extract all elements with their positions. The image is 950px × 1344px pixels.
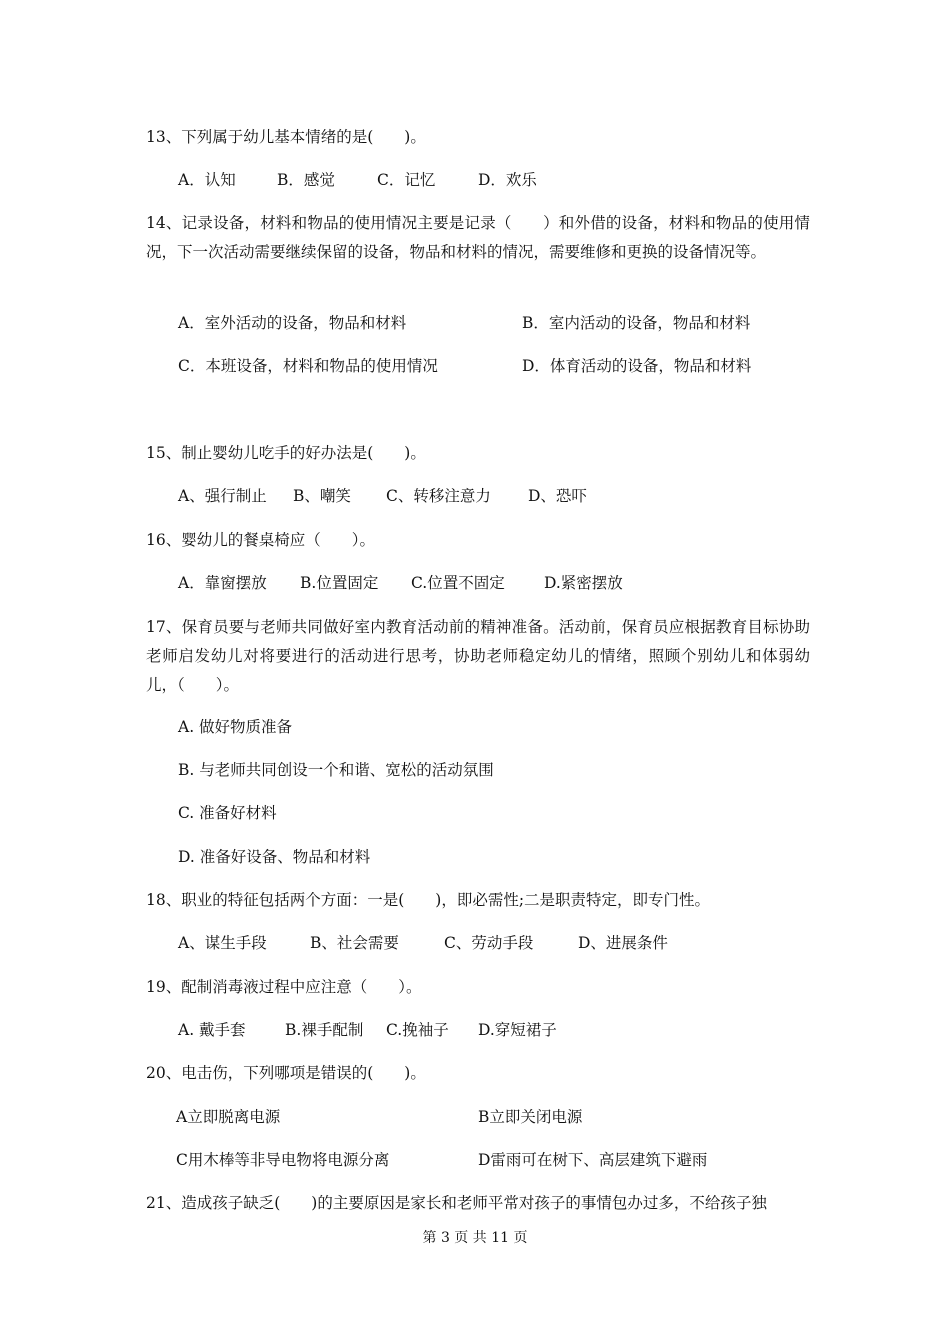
- question-17-option-c: C. 准备好材料: [178, 804, 277, 822]
- question-16-option-c: C.位置不固定: [411, 574, 505, 592]
- question-16-stem: 16、婴幼儿的餐桌椅应（ ）。: [146, 531, 375, 549]
- question-19-stem: 19、配制消毒液过程中应注意（ ）。: [146, 978, 422, 996]
- question-20-option-d: D雷雨可在树下、高层建筑下避雨: [478, 1151, 708, 1169]
- question-14-option-c: C．本班设备，材料和物品的使用情况: [178, 357, 438, 375]
- question-20-stem: 20、电击伤，下列哪项是错误的( )。: [146, 1064, 426, 1082]
- question-18-option-b: B、社会需要: [310, 934, 399, 952]
- question-15-option-d: D、恐吓: [528, 487, 587, 505]
- question-15-stem: 15、制止婴幼儿吃手的好办法是( )。: [146, 444, 426, 462]
- page-footer: 第 3 页 共 11 页: [422, 1230, 528, 1246]
- question-13-option-b: B．感觉: [277, 171, 335, 189]
- question-17-option-d: D. 准备好设备、物品和材料: [178, 848, 371, 866]
- question-20-option-b: B立即关闭电源: [478, 1108, 583, 1126]
- question-14-option-d: D．体育活动的设备，物品和材料: [522, 357, 752, 375]
- question-13-stem: 13、下列属于幼儿基本情绪的是( )。: [146, 128, 426, 146]
- question-18-option-a: A、谋生手段: [178, 934, 267, 952]
- question-20-option-c: C用木棒等非导电物将电源分离: [176, 1151, 390, 1169]
- question-16-option-d: D.紧密摆放: [544, 574, 623, 592]
- question-17-stem: 17、保育员要与老师共同做好室内教育活动前的精神准备。活动前，保育员应根据教育目标协助老师启发幼儿对将要进行的活动进行思考，协助老师稳定幼儿的情绪，照顾个别幼儿和体弱幼儿，（ ）。: [146, 618, 810, 694]
- question-19-option-c: C.挽袖子: [386, 1021, 449, 1039]
- question-15-option-c: C、转移注意力: [386, 487, 491, 505]
- question-14-stem: 14、记录设备，材料和物品的使用情况主要是记录（ ）和外借的设备，材料和物品的使用情况，下一次活动需要继续保留的设备，物品和材料的情况，需要维修和更换的设备情况等。: [146, 214, 810, 261]
- question-19-option-a: A. 戴手套: [178, 1021, 246, 1039]
- question-13-option-c: C．记忆: [377, 171, 436, 189]
- question-16-option-b: B.位置固定: [300, 574, 379, 592]
- question-15-option-b: B、嘲笑: [293, 487, 351, 505]
- question-15-option-a: A、强行制止: [178, 487, 267, 505]
- question-14-option-b: B．室内活动的设备，物品和材料: [522, 314, 751, 332]
- question-18-option-c: C、劳动手段: [444, 934, 534, 952]
- question-18-option-d: D、进展条件: [578, 934, 668, 952]
- question-21-stem: 21、造成孩子缺乏( )的主要原因是家长和老师平常对孩子的事情包办过多，不给孩子独: [146, 1194, 767, 1212]
- question-20-option-a: A立即脱离电源: [176, 1108, 281, 1126]
- question-17-option-a: A. 做好物质准备: [178, 718, 293, 736]
- question-18-stem: 18、职业的特征包括两个方面：一是( )，即必需性;二是职责特定，即专门性。: [146, 891, 711, 909]
- question-13-option-a: A．认知: [178, 171, 236, 189]
- question-16-option-a: A．靠窗摆放: [178, 574, 267, 592]
- question-17-option-b: B. 与老师共同创设一个和谐、宽松的活动氛围: [178, 761, 494, 779]
- question-19-option-b: B.裸手配制: [285, 1021, 364, 1039]
- question-13-option-d: D．欢乐: [478, 171, 537, 189]
- question-14-option-a: A．室外活动的设备，物品和材料: [178, 314, 407, 332]
- question-19-option-d: D.穿短裙子: [478, 1021, 557, 1039]
